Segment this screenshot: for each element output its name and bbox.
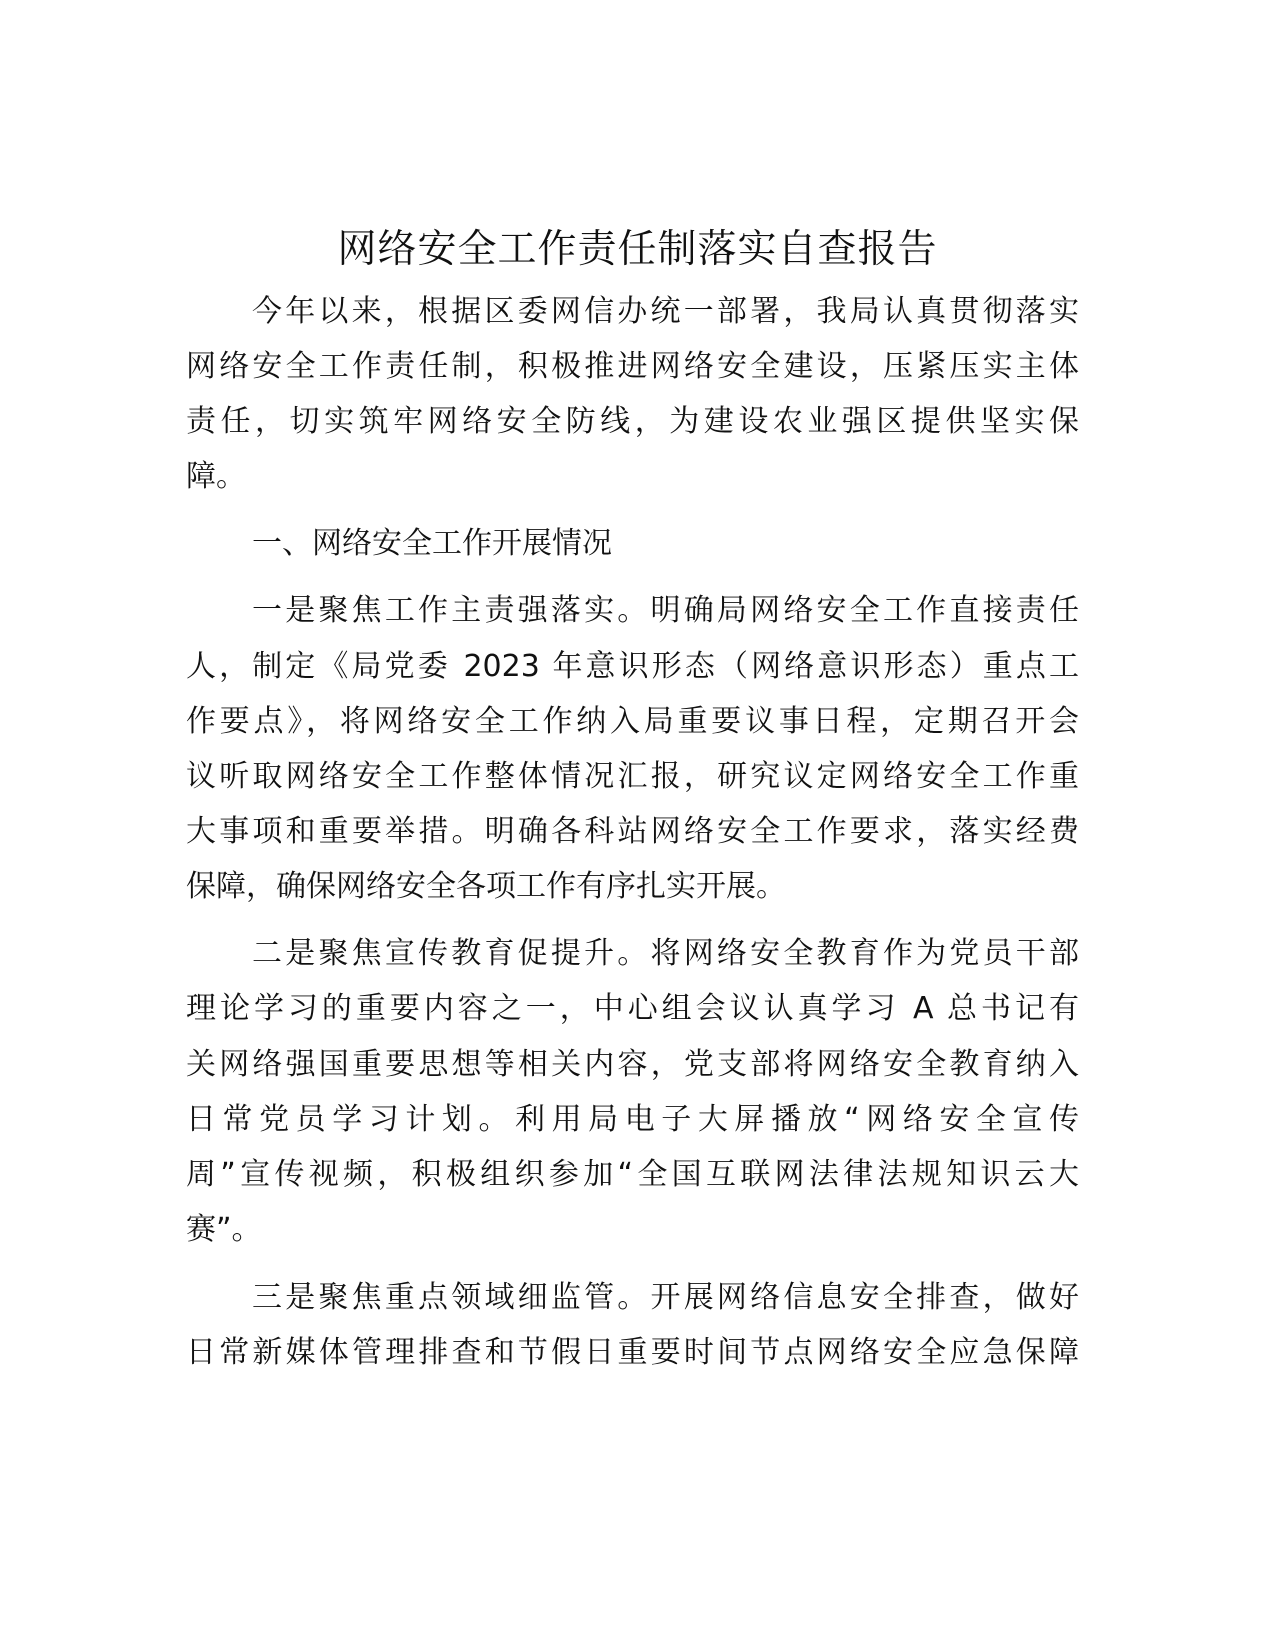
section-heading: 一、网络安全工作开展情况 [252, 526, 612, 561]
para2-line-3: 关网络强国重要思想等相关内容，党支部将网络安全教育纳入 [186, 1047, 1079, 1082]
para1-line-1: 一是聚焦工作主责强落实。明确局网络安全工作直接责任 [252, 593, 1079, 628]
para1-line-4: 议听取网络安全工作整体情况汇报，研究议定网络安全工作重 [186, 759, 1079, 794]
para2-line-5: 周”宣传视频，积极组织参加“全国互联网法律法规知识云大 [186, 1157, 1079, 1192]
intro-line-3: 责任，切实筑牢网络安全防线，为建设农业强区提供坚实保 [186, 404, 1079, 439]
para3-line-1: 三是聚焦重点领域细监管。开展网络信息安全排查，做好 [252, 1280, 1079, 1315]
para2-line-2: 理论学习的重要内容之一，中心组会议认真学习 A 总书记有 [186, 991, 1079, 1026]
para2-line-1: 二是聚焦宣传教育促提升。将网络安全教育作为党员干部 [252, 936, 1079, 971]
para2-line-4: 日常党员学习计划。利用局电子大屏播放“网络安全宣传 [186, 1102, 1079, 1137]
document-title: 网络安全工作责任制落实自查报告 [337, 227, 938, 272]
para1-line-2: 人，制定《局党委 2023 年意识形态（网络意识形态）重点工 [186, 649, 1079, 684]
para1-line-6: 保障，确保网络安全各项工作有序扎实开展。 [186, 869, 786, 904]
intro-line-2: 网络安全工作责任制，积极推进网络安全建设，压紧压实主体 [186, 349, 1079, 384]
intro-line-4: 障。 [186, 459, 246, 494]
para2-line-6: 赛”。 [186, 1212, 262, 1247]
intro-line-1: 今年以来，根据区委网信办统一部署，我局认真贯彻落实 [252, 294, 1079, 329]
para1-line-3: 作要点》，将网络安全工作纳入局重要议事日程，定期召开会 [186, 704, 1079, 739]
para1-line-5: 大事项和重要举措。明确各科站网络安全工作要求，落实经费 [186, 814, 1079, 849]
para3-line-2: 日常新媒体管理排查和节假日重要时间节点网络安全应急保障 [186, 1335, 1079, 1370]
